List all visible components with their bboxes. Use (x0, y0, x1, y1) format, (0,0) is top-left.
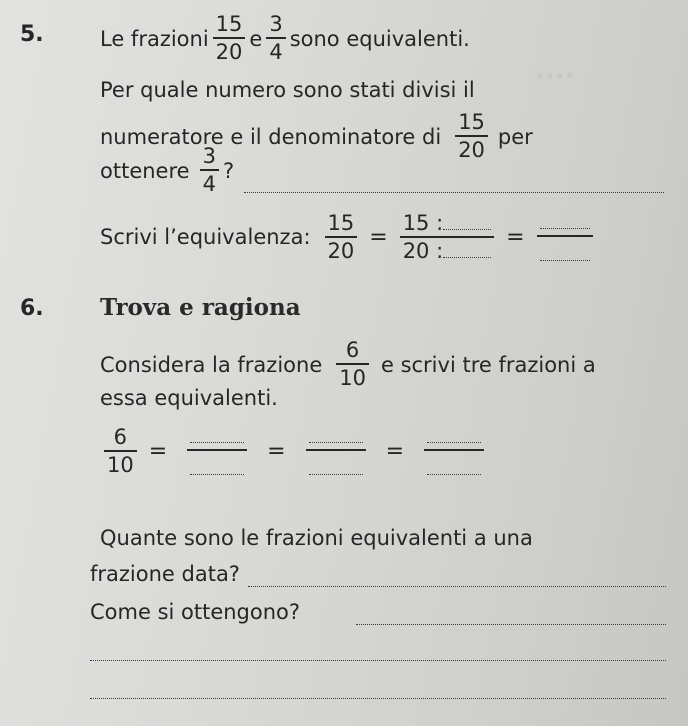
equivalence-label: Scrivi l’equivalenza: (100, 225, 311, 249)
equals-sign: = (385, 438, 405, 464)
numerator-slot (187, 426, 247, 449)
fraction-3-4 (266, 14, 285, 63)
numerator-slot (424, 426, 484, 449)
instruction-text: essa equivalenti. (100, 386, 278, 410)
equals-sign: = (267, 438, 286, 464)
numerator: 15 (215, 12, 243, 36)
denominator: 10 (104, 450, 137, 476)
question-text: frazione data? (90, 562, 240, 586)
fraction-3-4 (200, 146, 219, 195)
exercise-6-question-1-line-1 (100, 526, 533, 550)
numerator-blank[interactable] (309, 440, 363, 443)
numerator-result (537, 212, 593, 235)
exercise-6-number: 6. (20, 296, 44, 321)
denominator: 20 (325, 236, 358, 262)
fraction-15-20 (325, 210, 358, 263)
fraction-blank-2 (306, 426, 366, 476)
text-le-frazioni: Le frazioni (100, 26, 209, 51)
denominator-blank[interactable] (190, 472, 244, 475)
text-sono-equivalenti: sono equivalenti. (289, 26, 470, 51)
fraction-division-blank (400, 210, 494, 263)
exercise-6-title: Trova e ragiona (100, 294, 301, 321)
denominator-prefix: 20 : (402, 238, 444, 263)
numerator: 3 (202, 144, 216, 168)
question-text: Per quale numero sono stati divisi il (100, 78, 475, 102)
equals-sign: = (148, 438, 168, 464)
numerator-blank[interactable] (540, 226, 590, 229)
numerator-prefix: 15 : (402, 210, 444, 235)
answer-line[interactable] (90, 660, 666, 661)
denominator: 4 (200, 169, 219, 195)
exercise-6-equivalence-row (100, 426, 496, 476)
instruction-text: e scrivi tre frazioni a (380, 352, 596, 377)
denominator-slot (424, 449, 484, 476)
numerator-blank[interactable] (190, 440, 244, 443)
numerator: 6 (113, 424, 128, 449)
question-text: numeratore e il denominatore di (100, 124, 442, 149)
denominator-slot (306, 449, 366, 476)
denominator-result (537, 235, 593, 262)
numerator-blank[interactable] (427, 440, 481, 443)
numerator-division (400, 210, 494, 236)
answer-line[interactable] (248, 586, 666, 587)
denominator-blank[interactable] (427, 472, 481, 475)
numerator: 15 (458, 110, 485, 134)
exercise-6-question-2 (90, 600, 300, 624)
fraction-6-10 (336, 340, 369, 389)
exercise-5-line-1 (100, 14, 470, 63)
denominator: 10 (336, 363, 369, 389)
fraction-6-10 (104, 424, 137, 477)
numerator: 3 (269, 12, 283, 36)
denominator-slot (187, 449, 247, 476)
answer-line[interactable] (90, 698, 666, 699)
exercise-6-line-1 (100, 340, 596, 389)
fraction-blank-3 (424, 426, 484, 476)
exercise-5-number: 5. (20, 22, 44, 47)
fraction-15-20 (455, 112, 488, 161)
answer-line[interactable] (356, 624, 666, 625)
denominator: 20 (455, 135, 488, 161)
question-text: Come si ottengono? (90, 600, 301, 624)
question-text: ottenere (100, 158, 190, 183)
numerator: 6 (345, 338, 360, 362)
exercise-6-question-1-line-2 (90, 562, 240, 586)
denominator-blank[interactable] (443, 255, 491, 258)
bleed-through-text: .... (534, 54, 576, 86)
denominator-blank[interactable] (540, 258, 590, 261)
exercise-6-line-2 (100, 386, 278, 410)
question-mark: ? (222, 158, 235, 183)
numerator-slot (306, 426, 366, 449)
question-text: Quante sono le frazioni equivalenti a una (100, 526, 533, 550)
exercise-5-equivalence-row (100, 212, 597, 262)
answer-line[interactable] (244, 192, 664, 193)
fraction-15-20 (213, 14, 246, 63)
equals-sign: = (506, 224, 525, 250)
instruction-text: Considera la frazione (100, 352, 323, 377)
equals-sign: = (369, 224, 388, 250)
numerator: 15 (327, 210, 355, 235)
denominator: 20 (213, 37, 246, 63)
exercise-5-question-line-1 (100, 78, 475, 102)
question-text: per (497, 124, 533, 149)
denominator: 4 (266, 37, 285, 63)
fraction-result-blank (537, 212, 593, 262)
text-connector: e (249, 26, 263, 51)
denominator-division (400, 236, 494, 262)
denominator-blank[interactable] (309, 472, 363, 475)
exercise-5-question-line-3 (100, 146, 234, 195)
numerator-blank[interactable] (443, 227, 491, 230)
fraction-blank-1 (187, 426, 247, 476)
